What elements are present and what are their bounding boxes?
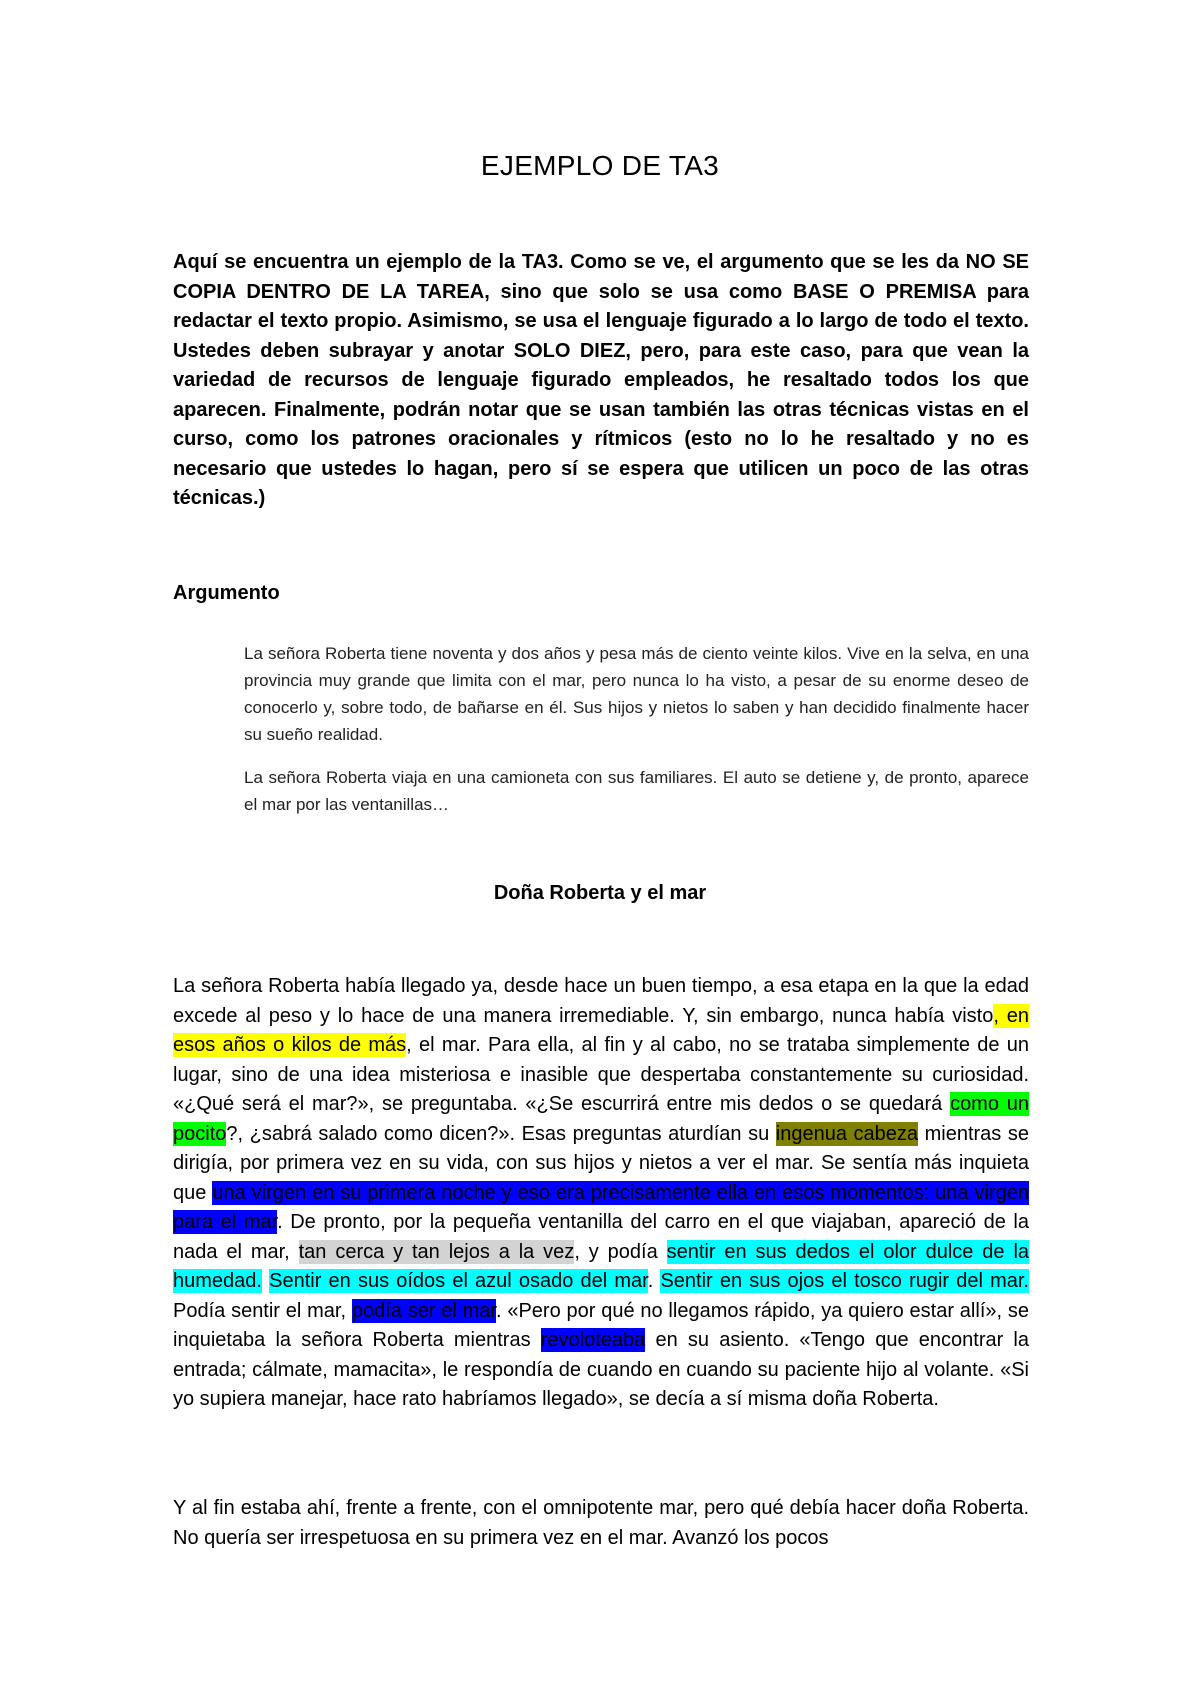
story-text-segment: , el mar. Para ella, al fin y al cabo, no se trataba simplemente de un lugar, sino de una idea misteriosa e inasible que despertaba constantemente su curiosidad. «¿Qué será el mar?», se preguntaba. «¿Se escurrirá entre mis dedos o se quedará: [173, 1034, 1029, 1115]
intro-paragraph: Aquí se encuentra un ejemplo de la TA3. Como se ve, el argumento que se les da NO SE COPIA DENTRO DE LA TAREA, sino que solo se usa como BASE O PREMISA para redactar el texto propio. Asimismo, se usa el lenguaje figurado a lo largo de todo el texto. Ustedes deben subrayar y anotar SOLO DIEZ, pero, para este caso, para que vean la variedad de recursos de lenguaje figurado empleados, he resaltado todos los que aparecen. Finalmente, podrán notar que se usan también las otras técnicas vistas en el curso, como los patrones oracionales y rítmicos (esto no lo he resaltado y no es necesario que ustedes lo hagan, pero sí se espera que utilicen un poco de las otras técnicas.): [173, 251, 1029, 509]
argument-heading: Argumento: [173, 582, 280, 604]
document-title: EJEMPLO DE TA3: [480, 150, 720, 181]
story-text-segment: en su asiento. «Tengo que encontrar la entrada; cálmate, mamacita», le respondía de cuando en cuando su paciente hijo al volante. «Si yo supiera manejar, hace rato habríamos llegado», se decía a sí misma doña Roberta.: [173, 1329, 1030, 1410]
story-paragraph-1: [173, 972, 1029, 1415]
story-text-segment: La señora Roberta había llegado ya, desde hace un buen tiempo, a esa etapa en la que la edad excede al peso y lo hace de una manera irremediable. Y, sin embargo, nunca había visto: [173, 975, 1029, 1027]
story-paragraph-2: Y al fin estaba ahí, frente a frente, con el omnipotente mar, pero qué debía hacer doña Roberta. No quería ser irrespetuosa en su primera vez en el mar. Avanzó los pocos: [173, 1497, 1029, 1549]
story-text-segment: mientras se dirigía, por primera vez en su vida, con sus hijos y nietos a ver el mar. Se sentía más inquieta que: [173, 1122, 1029, 1204]
highlighted-figure-cyan: Sentir en sus oídos el azul osado del mar: [269, 1270, 648, 1292]
highlighted-figure-cyan: sentir en sus dedos el olor dulce de la humedad.: [173, 1240, 1030, 1292]
highlighted-figure-cyan: Sentir en sus ojos el tosco rugir del mar.: [660, 1270, 1029, 1292]
story-title: Doña Roberta y el mar: [493, 882, 707, 904]
story-text-segment: Podía sentir el mar,: [173, 1299, 352, 1322]
highlighted-figure-yellow: , en esos años o kilos de más: [173, 1004, 1029, 1056]
story-text-segment: . De pronto, por la pequeña ventanilla del carro en el que viajaban, apareció de la nada el mar,: [173, 1211, 1029, 1263]
highlighted-figure-gray: tan cerca y tan lejos a la vez: [298, 1240, 575, 1263]
story-text-segment: , y podía: [574, 1240, 667, 1263]
argument-paragraph-2: La señora Roberta viaja en una camioneta con sus familiares. El auto se detiene y, de pronto, aparece el mar por las ventanillas…: [244, 768, 1029, 814]
highlighted-figure-olive: ingenua cabeza: [775, 1122, 919, 1145]
story-text-segment: ?, ¿sabrá salado como dicen?». Esas preguntas aturdían su: [226, 1122, 776, 1145]
story-text-segment: . «Pero por qué no llegamos rápido, ya quiero estar allí», se inquietaba la señora Roberta mientras: [173, 1299, 1029, 1351]
highlighted-figure-blue: una virgen en su primera noche y eso era precisamente ella en esos momentos: una virgen para el mar: [173, 1181, 1029, 1233]
argument-paragraph-1: La señora Roberta tiene noventa y dos años y pesa más de ciento veinte kilos. Vive en la selva, en una provincia muy grande que limita con el mar, pero nunca lo ha visto, a pesar de su enorme deseo de conocerlo y, sobre todo, de bañarse en él. Sus hijos y nietos lo saben y han decidido finalmente hacer su sueño realidad.: [244, 644, 1029, 744]
highlighted-figure-blue: revoloteaba: [540, 1329, 646, 1351]
story-text-segment: .: [647, 1270, 661, 1292]
highlighted-figure-blue: podía ser el mar: [351, 1299, 496, 1322]
highlighted-figure-green: como un pocito: [173, 1093, 1029, 1145]
